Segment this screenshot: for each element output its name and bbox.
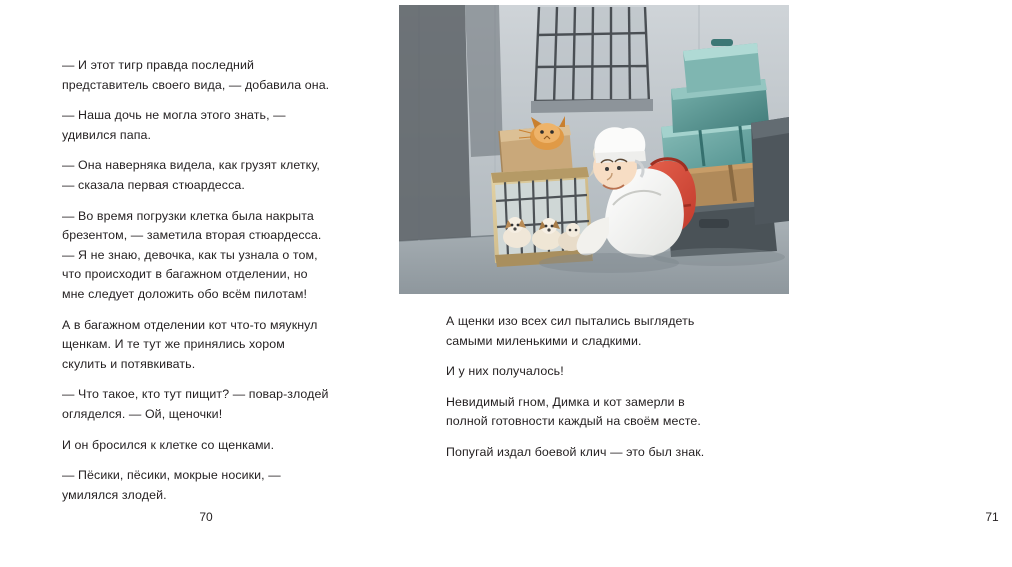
paragraph: — Она наверняка видела, как грузят клетку, — сказала первая стюардесса. bbox=[62, 158, 320, 192]
paragraph: А щенки изо всех сил пытались выглядеть самыми миленькими и сладкими. bbox=[446, 314, 695, 348]
paragraph: И он бросился к клетке со щенками. bbox=[62, 437, 275, 452]
paragraph: — Наша дочь не могла этого знать, — удивился папа. bbox=[62, 108, 286, 142]
left-page-text bbox=[62, 56, 330, 505]
paragraph: — И этот тигр правда последний представитель своего вида, — добавила она. bbox=[62, 58, 330, 92]
left-page bbox=[0, 0, 399, 567]
page-number: 70 bbox=[199, 510, 213, 524]
cargo-hold-illustration bbox=[399, 5, 789, 294]
paragraph: А в багажном отделении кот что-то мяукнул щенкам. И те тут же принялись хором скулить и потявкивать. bbox=[62, 317, 318, 371]
paragraph: И у них получалось! bbox=[446, 364, 564, 379]
paragraph: — Пёсики, пёсики, мокрые носики, — умилялся злодей. bbox=[62, 468, 281, 502]
paragraph: — Во время погрузки клетка была накрыта брезентом, — заметила вторая стюардесса. — Я не знаю, девочка, как ты узнала о том, что происходит в багажном отделении, но мне следует доложить обо всём пилотам! bbox=[62, 208, 322, 301]
paragraph: Попугай издал боевой клич — это был знак. bbox=[446, 444, 705, 459]
paragraph: — Что такое, кто тут пищит? — повар-злодей огляделся. — Ой, щеночки! bbox=[62, 387, 329, 421]
paragraph: Невидимый гном, Димка и кот замерли в полной готовности каждый на своём месте. bbox=[446, 394, 701, 429]
right-page-text bbox=[446, 312, 714, 463]
page-number: 71 bbox=[985, 510, 999, 524]
